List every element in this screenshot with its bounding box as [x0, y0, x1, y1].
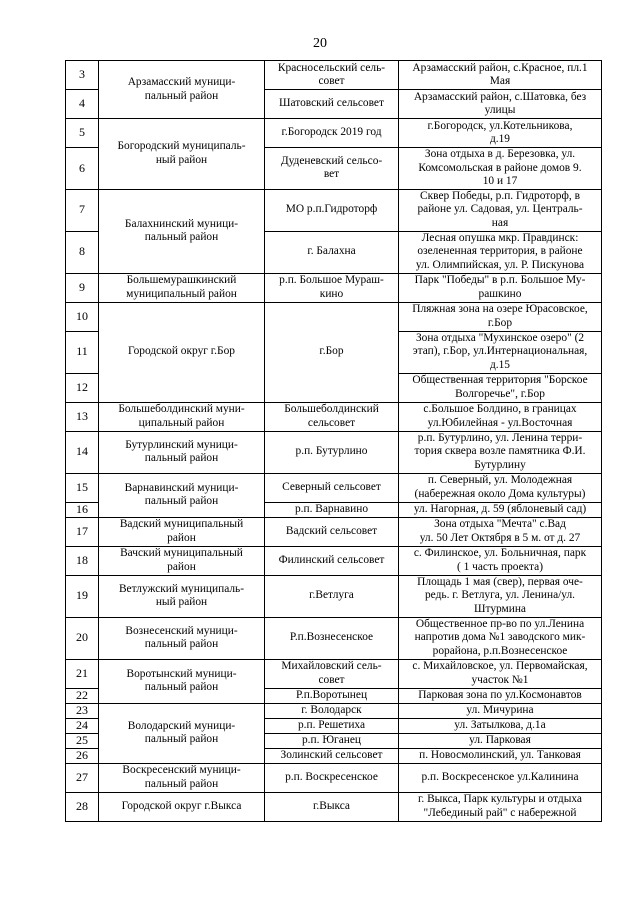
settlement-cell: р.п. Воскресенское	[265, 763, 399, 792]
district-cell: Балахнинский муници- пальный район	[99, 189, 265, 273]
row-number: 25	[66, 733, 99, 748]
district-cell: Большемурашкинский муниципальный район	[99, 273, 265, 302]
table-row	[66, 473, 602, 502]
row-number: 23	[66, 703, 99, 718]
district-cell: Большеболдинский муни- ципальный район	[99, 402, 265, 431]
settlement-cell: Большеболдинский сельсовет	[265, 402, 399, 431]
row-number: 20	[66, 617, 99, 659]
table-row	[66, 763, 602, 792]
table-row	[66, 703, 602, 718]
settlement-cell: г. Балахна	[265, 231, 399, 273]
row-number: 22	[66, 688, 99, 703]
location-cell: Общественная территория "Борское Волгоречье", г.Бор	[399, 373, 602, 402]
settlement-cell: Р.п.Вознесенское	[265, 617, 399, 659]
settlement-cell: г.Выкса	[265, 792, 399, 821]
row-number: 27	[66, 763, 99, 792]
location-cell: ул. Парковая	[399, 733, 602, 748]
district-cell: Городской округ г.Бор	[99, 302, 265, 402]
table-row	[66, 617, 602, 659]
sites-table	[65, 60, 602, 822]
table-row	[66, 61, 602, 90]
settlement-cell: Михайловский сель- совет	[265, 659, 399, 688]
row-number: 3	[66, 61, 99, 90]
row-number: 26	[66, 748, 99, 763]
location-cell: Арзамасский район, с.Шатовка, без улицы	[399, 90, 602, 119]
row-number: 21	[66, 659, 99, 688]
district-cell: Ветлужский муниципаль- ный район	[99, 575, 265, 617]
page-number: 20	[313, 36, 327, 51]
row-number: 4	[66, 90, 99, 119]
location-cell: с.Большое Болдино, в границах ул.Юбилейная - ул.Восточная	[399, 402, 602, 431]
settlement-cell: г.Ветлуга	[265, 575, 399, 617]
settlement-cell: Дуденевский сельсо- вет	[265, 148, 399, 190]
district-cell: Вознесенский муници- пальный район	[99, 617, 265, 659]
location-cell: ул. Мичурина	[399, 703, 602, 718]
district-cell: Варнавинский муници- пальный район	[99, 473, 265, 517]
location-cell: Лесная опушка мкр. Правдинск: озелененная территория, в районе ул. Олимпийская, ул. Р. Пискунова	[399, 231, 602, 273]
settlement-cell: Золинский сельсовет	[265, 748, 399, 763]
row-number: 12	[66, 373, 99, 402]
settlement-cell: Шатовский сельсовет	[265, 90, 399, 119]
row-number: 5	[66, 119, 99, 148]
settlement-cell: Филинский сельсовет	[265, 546, 399, 575]
district-cell: Воскресенский муници- пальный район	[99, 763, 265, 792]
settlement-cell: Вадский сельсовет	[265, 517, 399, 546]
location-cell: Площадь 1 мая (свер), первая оче- редь. г. Ветлуга, ул. Ленина/ул. Штурмина	[399, 575, 602, 617]
row-number: 14	[66, 431, 99, 473]
location-cell: Зона отдыха в д. Березовка, ул. Комсомольская в районе домов 9. 10 и 17	[399, 148, 602, 190]
location-cell: ул. Затылкова, д.1а	[399, 718, 602, 733]
location-cell: Парковая зона по ул.Космонавтов	[399, 688, 602, 703]
location-cell: Общественное пр-во по ул.Ленина напротив дома №1 заводского мик- рорайона, р.п.Вознесенское	[399, 617, 602, 659]
location-cell: с. Филинское, ул. Больничная, парк ( 1 часть проекта)	[399, 546, 602, 575]
settlement-cell: р.п. Большое Мураш- кино	[265, 273, 399, 302]
settlement-cell: Р.п.Воротынец	[265, 688, 399, 703]
table-row	[66, 575, 602, 617]
settlement-cell: р.п. Варнавино	[265, 502, 399, 517]
settlement-cell: МО р.п.Гидроторф	[265, 189, 399, 231]
settlement-cell: г. Володарск	[265, 703, 399, 718]
location-cell: п. Новосмолинский, ул. Танковая	[399, 748, 602, 763]
settlement-cell: г.Бор	[265, 302, 399, 402]
district-cell: Богородский муниципаль- ный район	[99, 119, 265, 190]
location-cell: с. Михайловское, ул. Первомайская, участок №1	[399, 659, 602, 688]
district-cell: Арзамасский муници- пальный район	[99, 61, 265, 119]
district-cell: Вадский муниципальный район	[99, 517, 265, 546]
settlement-cell: Северный сельсовет	[265, 473, 399, 502]
table-row	[66, 431, 602, 473]
table-row	[66, 302, 602, 331]
row-number: 8	[66, 231, 99, 273]
row-number: 9	[66, 273, 99, 302]
location-cell: Зона отдыха "Мухинское озеро" (2 этап), г.Бор, ул.Интернациональная, д.15	[399, 331, 602, 373]
row-number: 10	[66, 302, 99, 331]
location-cell: Сквер Победы, р.п. Гидроторф, в районе ул. Садовая, ул. Централь- ная	[399, 189, 602, 231]
location-cell: Парк "Победы" в р.п. Большое Му- рашкино	[399, 273, 602, 302]
table-row	[66, 189, 602, 231]
row-number: 15	[66, 473, 99, 502]
location-cell: р.п. Бутурлино, ул. Ленина терри- тория сквера возле памятника Ф.И. Бутурлину	[399, 431, 602, 473]
row-number: 28	[66, 792, 99, 821]
location-cell: Зона отдыха "Мечта" с.Вад ул. 50 Лет Октября в 5 м. от д. 27	[399, 517, 602, 546]
row-number: 7	[66, 189, 99, 231]
district-cell: Вачский муниципальный район	[99, 546, 265, 575]
settlement-cell: р.п. Бутурлино	[265, 431, 399, 473]
table-row	[66, 517, 602, 546]
table-row	[66, 546, 602, 575]
table-row	[66, 792, 602, 821]
settlement-cell: Красносельский сель- совет	[265, 61, 399, 90]
row-number: 16	[66, 502, 99, 517]
district-cell: Городской округ г.Выкса	[99, 792, 265, 821]
row-number: 18	[66, 546, 99, 575]
district-cell: Володарский муници- пальный район	[99, 703, 265, 763]
settlement-cell: г.Богородск 2019 год	[265, 119, 399, 148]
row-number: 13	[66, 402, 99, 431]
location-cell: г. Выкса, Парк культуры и отдыха "Лебединый рай" с набережной	[399, 792, 602, 821]
location-cell: п. Северный, ул. Молодежная (набережная около Дома культуры)	[399, 473, 602, 502]
table-row	[66, 119, 602, 148]
settlement-cell: р.п. Юганец	[265, 733, 399, 748]
district-cell: Воротынский муници- пальный район	[99, 659, 265, 703]
location-cell: р.п. Воскресенское ул.Калинина	[399, 763, 602, 792]
settlement-cell: р.п. Решетиха	[265, 718, 399, 733]
location-cell: г.Богородск, ул.Котельникова, д.19	[399, 119, 602, 148]
table-row	[66, 402, 602, 431]
location-cell: Пляжная зона на озере Юрасовское, г.Бор	[399, 302, 602, 331]
location-cell: ул. Нагорная, д. 59 (яблоневый сад)	[399, 502, 602, 517]
table-row	[66, 273, 602, 302]
row-number: 24	[66, 718, 99, 733]
table-row	[66, 659, 602, 688]
district-cell: Бутурлинский муници- пальный район	[99, 431, 265, 473]
row-number: 6	[66, 148, 99, 190]
location-cell: Арзамасский район, с.Красное, пл.1 Мая	[399, 61, 602, 90]
row-number: 19	[66, 575, 99, 617]
row-number: 11	[66, 331, 99, 373]
row-number: 17	[66, 517, 99, 546]
